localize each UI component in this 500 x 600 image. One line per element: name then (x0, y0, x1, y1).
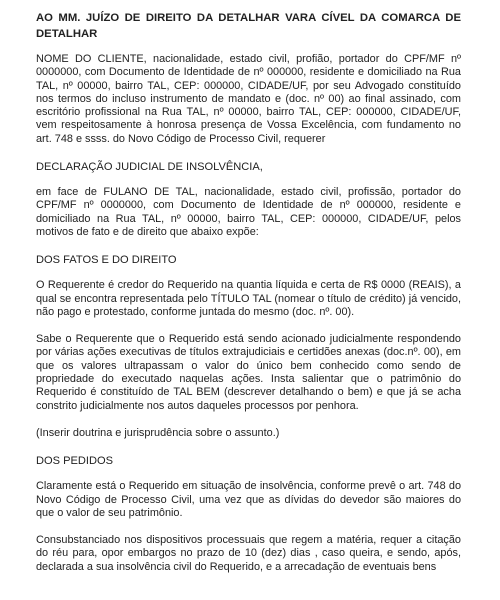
section-requests-title: DOS PEDIDOS (36, 455, 114, 468)
requests-paragraph-1: Claramente está o Requerido em situação de insolvência, conforme prevê o art. 748 do Novo Código de Processo Civil, uma vez que as dívidas do devedor são maiores do que o valor de seu patrimônio. (36, 480, 461, 519)
against-paragraph: em face de FULANO DE TAL, nacionalidade, estado civil, profissão, portador do CPF/MF nº 0000000, com Documento de Identidade de nº 000000, residente e domiciliado na Rua TAL, nº 00000, bairro TAL, CEP: 000000, CIDADE/UF, pelos motivos de fato e de direito que abaixo expõe: (36, 186, 461, 238)
facts-paragraph-1: O Requerente é credor do Requerido na quantia líquida e certa de R$ 0000 (REAIS), a qual se encontra representada pelo TÍTULO TAL (nomear o título de crédito) já vencido, não pago e protestado, conforme juntada do mesmo (doc. nº. 00). (36, 279, 461, 318)
requests-paragraph-2: Consubstanciado nos dispositivos processuais que regem a matéria, requer a citação do réu para, opor embargos no prazo de 10 (dez) dias , caso queira, e sendo, após, declarada a sua insolvência civil do Requerido, e a arrecadação de eventuais bens (36, 534, 461, 573)
court-heading: AO MM. JUÍZO DE DIREITO DA DETALHAR VARA CÍVEL DA COMARCA DE DETALHAR (36, 12, 461, 40)
facts-paragraph-2: Sabe o Requerente que o Requerido está sendo acionado judicialmente respondendo por várias ações executivas de títulos extrajudiciais e certidões anexas (doc.nº. 00), em que os valores ultrapassam o valor do único bem conhecido como sendo de propriedade do executado naquelas ações. Insta salientar que o patrimônio do Requerido é constituído de TAL BEM (descrever detalhando o bem) e que já se acha constrito judicialmente nos autos daqueles processos por penhora. (36, 333, 461, 412)
document-page (36, 10, 461, 588)
intro-paragraph: NOME DO CLIENTE, nacionalidade, estado civil, profião, portador do CPF/MF nº 0000000, com Documento de Identidade de nº 000000, residente e domiciliado na Rua TAL, nº 00000, bairro TAL, CEP: 000000, CIDADE/UF, por seu Advogado constituído nos termos do incluso instrumento de mandato e (doc. nº 00) ao final assinado, com escritório profissional na Rua TAL, nº 00000, bairro TAL, CEP: 000000, CIDADE/UF, vem respeitosamente à honrosa presença de Vossa Excelência, com fundamento no art. 748 e ssss. do Novo Código de Processo Civil, requerer (36, 53, 461, 145)
action-title: DECLARAÇÃO JUDICIAL DE INSOLVÊNCIA, (36, 161, 263, 174)
section-facts-title: DOS FATOS E DO DIREITO (36, 254, 177, 267)
facts-paragraph-3: (Inserir doutrina e jurisprudência sobre o assunto.) (36, 426, 280, 439)
